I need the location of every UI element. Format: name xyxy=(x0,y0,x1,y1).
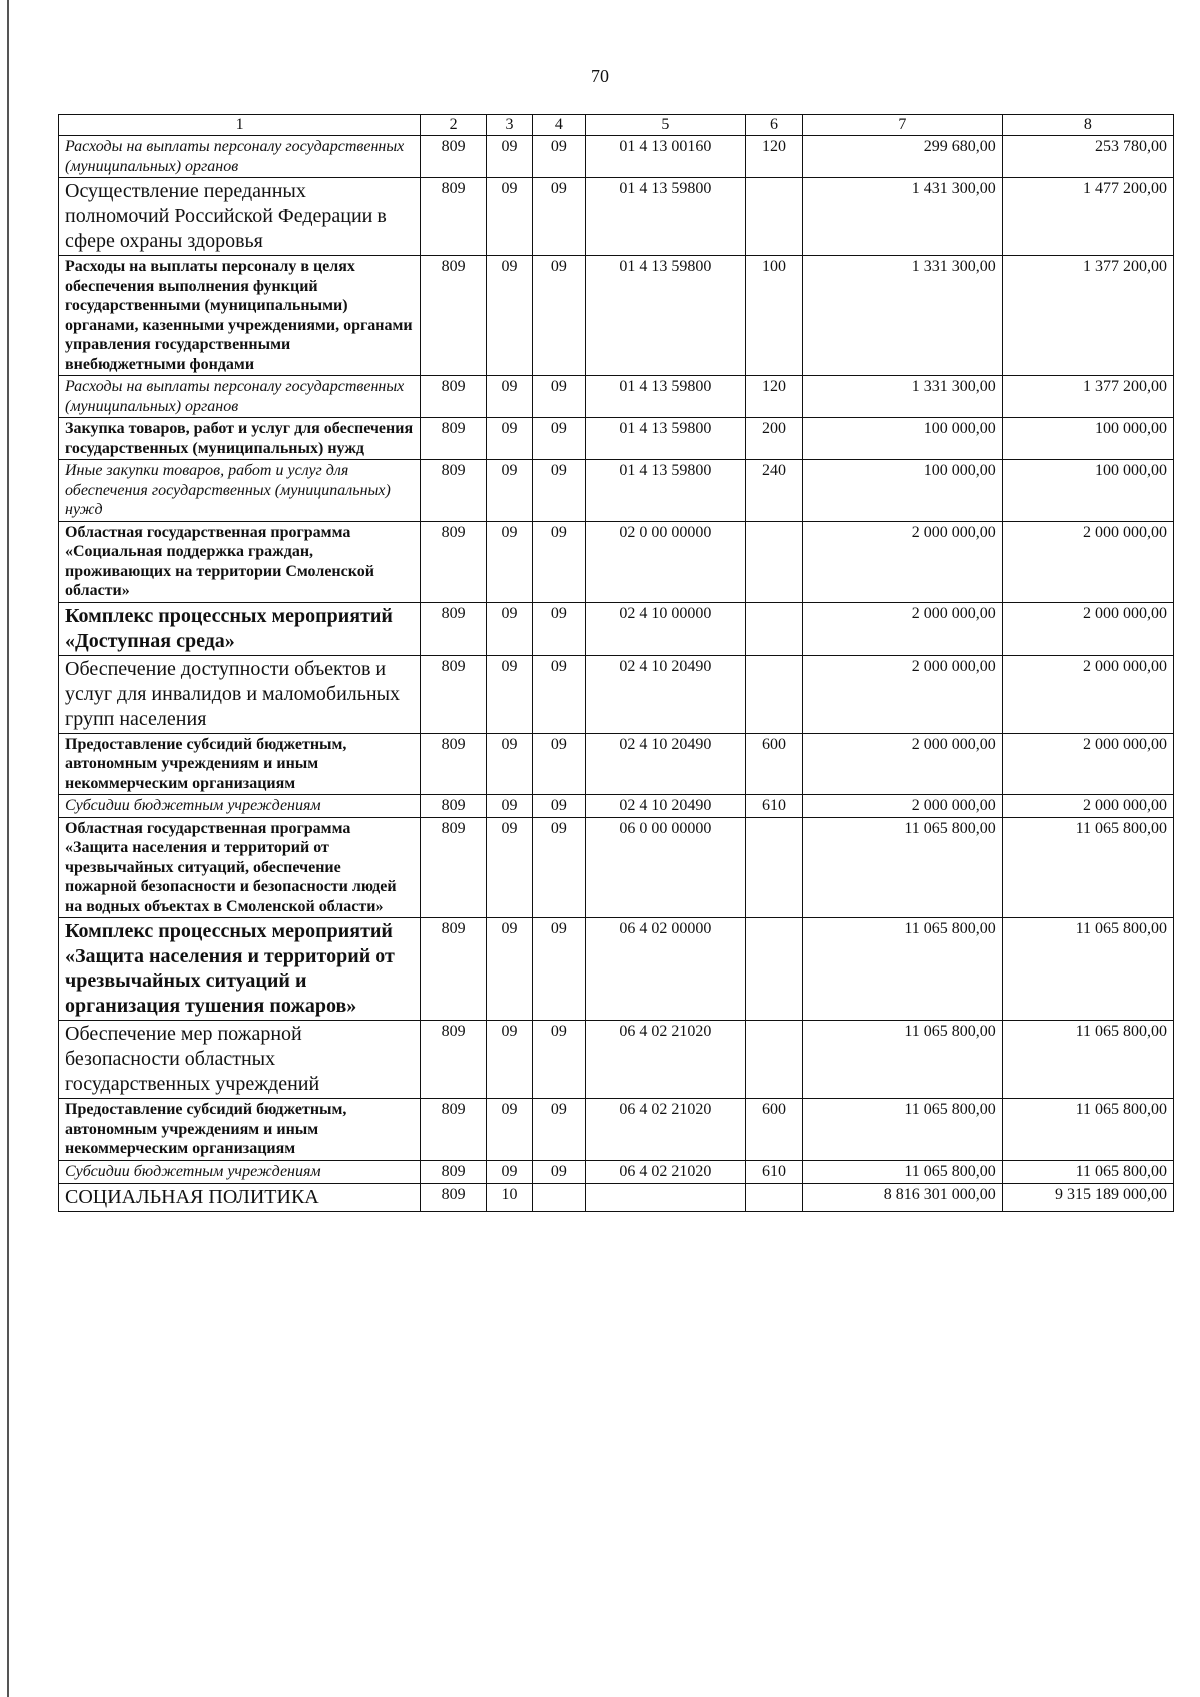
section-code-cell: 09 xyxy=(486,795,532,818)
section-code-cell: 09 xyxy=(486,602,532,655)
item-name-cell: Расходы на выплаты персоналу государственных (муниципальных) органов xyxy=(59,376,421,418)
amount-year2-cell: 100 000,00 xyxy=(1002,418,1173,460)
item-name-cell: Предоставление субсидий бюджетным, автономным учреждениям и иным некоммерческим организациям xyxy=(59,1099,421,1161)
ministry-code-cell: 809 xyxy=(421,136,487,178)
subsection-code-cell: 09 xyxy=(533,1099,586,1161)
subsection-code-cell: 09 xyxy=(533,460,586,522)
amount-year1-cell: 2 000 000,00 xyxy=(803,655,1003,733)
amount-year1-cell: 2 000 000,00 xyxy=(803,733,1003,795)
amount-year1-cell: 1 331 300,00 xyxy=(803,376,1003,418)
subsection-code-cell: 09 xyxy=(533,817,586,918)
target-article-cell: 02 4 10 20490 xyxy=(585,795,745,818)
target-article-cell: 06 4 02 21020 xyxy=(585,1160,745,1183)
item-name-cell: Комплекс процессных мероприятий «Доступная среда» xyxy=(59,602,421,655)
expense-type-cell: 610 xyxy=(745,795,802,818)
amount-year2-cell: 11 065 800,00 xyxy=(1002,918,1173,1021)
page-number: 70 xyxy=(591,66,609,86)
amount-year2-cell: 2 000 000,00 xyxy=(1002,602,1173,655)
subsection-code-cell: 09 xyxy=(533,733,586,795)
amount-year2-cell: 11 065 800,00 xyxy=(1002,817,1173,918)
amount-year1-cell: 11 065 800,00 xyxy=(803,1099,1003,1161)
ministry-code-cell: 809 xyxy=(421,460,487,522)
ministry-code-cell: 809 xyxy=(421,733,487,795)
table-row xyxy=(59,602,1174,655)
section-code-cell: 09 xyxy=(486,1021,532,1099)
ministry-code-cell: 809 xyxy=(421,817,487,918)
target-article-cell: 01 4 13 59800 xyxy=(585,178,745,256)
table-row xyxy=(59,1183,1174,1211)
table-row xyxy=(59,460,1174,522)
amount-year1-cell: 11 065 800,00 xyxy=(803,817,1003,918)
amount-year2-cell: 2 000 000,00 xyxy=(1002,521,1173,602)
expense-type-cell xyxy=(745,655,802,733)
item-name-cell: Предоставление субсидий бюджетным, автономным учреждениям и иным некоммерческим организациям xyxy=(59,733,421,795)
amount-year1-cell: 1 331 300,00 xyxy=(803,256,1003,376)
table-row xyxy=(59,256,1174,376)
ministry-code-cell: 809 xyxy=(421,795,487,818)
section-code-cell: 09 xyxy=(486,1099,532,1161)
target-article-cell: 06 0 00 00000 xyxy=(585,817,745,918)
amount-year2-cell: 2 000 000,00 xyxy=(1002,795,1173,818)
subsection-code-cell: 09 xyxy=(533,1021,586,1099)
column-header: 3 xyxy=(486,115,532,136)
expense-type-cell: 600 xyxy=(745,733,802,795)
ministry-code-cell: 809 xyxy=(421,521,487,602)
column-header: 7 xyxy=(803,115,1003,136)
expense-type-cell: 240 xyxy=(745,460,802,522)
table-row xyxy=(59,376,1174,418)
amount-year2-cell: 1 377 200,00 xyxy=(1002,376,1173,418)
amount-year1-cell: 11 065 800,00 xyxy=(803,1021,1003,1099)
item-name-cell: Областная государственная программа «Социальная поддержка граждан, проживающих на территории Смоленской области» xyxy=(59,521,421,602)
table-row xyxy=(59,733,1174,795)
ministry-code-cell: 809 xyxy=(421,918,487,1021)
expense-type-cell: 200 xyxy=(745,418,802,460)
item-name-cell: Расходы на выплаты персоналу государственных (муниципальных) органов xyxy=(59,136,421,178)
subsection-code-cell: 09 xyxy=(533,795,586,818)
table-row xyxy=(59,521,1174,602)
item-name-cell: Иные закупки товаров, работ и услуг для обеспечения государственных (муниципальных) нужд xyxy=(59,460,421,522)
ministry-code-cell: 809 xyxy=(421,376,487,418)
table-row xyxy=(59,418,1174,460)
item-name-cell: Расходы на выплаты персоналу в целях обеспечения выполнения функций государственными (муниципальными) органами, казенными учреждениями, органами управления государственными внебюджетными фондами xyxy=(59,256,421,376)
subsection-code-cell: 09 xyxy=(533,918,586,1021)
section-code-cell: 09 xyxy=(486,817,532,918)
target-article-cell: 06 4 02 00000 xyxy=(585,918,745,1021)
target-article-cell: 02 4 10 20490 xyxy=(585,655,745,733)
section-code-cell: 09 xyxy=(486,521,532,602)
item-name-cell: Осуществление переданных полномочий Российской Федерации в сфере охраны здоровья xyxy=(59,178,421,256)
table-row xyxy=(59,795,1174,818)
section-code-cell: 09 xyxy=(486,1160,532,1183)
section-code-cell: 10 xyxy=(486,1183,532,1211)
target-article-cell: 02 0 00 00000 xyxy=(585,521,745,602)
amount-year2-cell: 11 065 800,00 xyxy=(1002,1021,1173,1099)
item-name-cell: Комплекс процессных мероприятий «Защита населения и территорий от чрезвычайных ситуаций и организация тушения пожаров» xyxy=(59,918,421,1021)
table-row xyxy=(59,178,1174,256)
item-name-cell: Субсидии бюджетным учреждениям xyxy=(59,795,421,818)
expense-type-cell: 600 xyxy=(745,1099,802,1161)
amount-year1-cell: 100 000,00 xyxy=(803,418,1003,460)
table-row xyxy=(59,136,1174,178)
ministry-code-cell: 809 xyxy=(421,178,487,256)
item-name-cell: Закупка товаров, работ и услуг для обеспечения государственных (муниципальных) нужд xyxy=(59,418,421,460)
column-header: 6 xyxy=(745,115,802,136)
amount-year2-cell: 11 065 800,00 xyxy=(1002,1099,1173,1161)
expense-type-cell: 610 xyxy=(745,1160,802,1183)
target-article-cell: 06 4 02 21020 xyxy=(585,1099,745,1161)
table-row xyxy=(59,1021,1174,1099)
target-article-cell: 01 4 13 59800 xyxy=(585,418,745,460)
section-code-cell: 09 xyxy=(486,256,532,376)
table-row xyxy=(59,817,1174,918)
expense-type-cell xyxy=(745,918,802,1021)
amount-year2-cell: 1 377 200,00 xyxy=(1002,256,1173,376)
amount-year1-cell: 2 000 000,00 xyxy=(803,521,1003,602)
amount-year1-cell: 2 000 000,00 xyxy=(803,602,1003,655)
expense-type-cell: 120 xyxy=(745,376,802,418)
column-header: 1 xyxy=(59,115,421,136)
table-row xyxy=(59,918,1174,1021)
header-row xyxy=(59,115,1174,136)
ministry-code-cell: 809 xyxy=(421,418,487,460)
section-code-cell: 09 xyxy=(486,655,532,733)
target-article-cell xyxy=(585,1183,745,1211)
section-code-cell: 09 xyxy=(486,376,532,418)
amount-year2-cell: 2 000 000,00 xyxy=(1002,733,1173,795)
section-code-cell: 09 xyxy=(486,136,532,178)
amount-year1-cell: 11 065 800,00 xyxy=(803,1160,1003,1183)
amount-year2-cell: 11 065 800,00 xyxy=(1002,1160,1173,1183)
section-code-cell: 09 xyxy=(486,178,532,256)
amount-year2-cell: 100 000,00 xyxy=(1002,460,1173,522)
expense-type-cell: 120 xyxy=(745,136,802,178)
budget-table xyxy=(58,114,1174,1212)
ministry-code-cell: 809 xyxy=(421,1160,487,1183)
subsection-code-cell: 09 xyxy=(533,521,586,602)
target-article-cell: 01 4 13 59800 xyxy=(585,256,745,376)
expense-type-cell xyxy=(745,1183,802,1211)
table-body xyxy=(59,136,1174,1212)
amount-year1-cell: 100 000,00 xyxy=(803,460,1003,522)
expense-type-cell xyxy=(745,1021,802,1099)
subsection-code-cell: 09 xyxy=(533,655,586,733)
amount-year1-cell: 299 680,00 xyxy=(803,136,1003,178)
section-code-cell: 09 xyxy=(486,418,532,460)
amount-year1-cell: 2 000 000,00 xyxy=(803,795,1003,818)
amount-year1-cell: 11 065 800,00 xyxy=(803,918,1003,1021)
subsection-code-cell: 09 xyxy=(533,178,586,256)
target-article-cell: 02 4 10 20490 xyxy=(585,733,745,795)
item-name-cell: Областная государственная программа «Защита населения и территорий от чрезвычайных ситуаций, обеспечение пожарной безопасности и безопасности людей на водных объектах в Смоленской области» xyxy=(59,817,421,918)
subsection-code-cell: 09 xyxy=(533,1160,586,1183)
expense-type-cell: 100 xyxy=(745,256,802,376)
ministry-code-cell: 809 xyxy=(421,256,487,376)
section-code-cell: 09 xyxy=(486,918,532,1021)
amount-year2-cell: 2 000 000,00 xyxy=(1002,655,1173,733)
column-header: 5 xyxy=(585,115,745,136)
target-article-cell: 06 4 02 21020 xyxy=(585,1021,745,1099)
ministry-code-cell: 809 xyxy=(421,655,487,733)
subsection-code-cell xyxy=(533,1183,586,1211)
subsection-code-cell: 09 xyxy=(533,256,586,376)
ministry-code-cell: 809 xyxy=(421,602,487,655)
subsection-code-cell: 09 xyxy=(533,418,586,460)
expense-type-cell xyxy=(745,521,802,602)
amount-year2-cell: 1 477 200,00 xyxy=(1002,178,1173,256)
table-row xyxy=(59,1099,1174,1161)
left-margin-rule xyxy=(7,0,9,1697)
ministry-code-cell: 809 xyxy=(421,1021,487,1099)
target-article-cell: 02 4 10 00000 xyxy=(585,602,745,655)
target-article-cell: 01 4 13 00160 xyxy=(585,136,745,178)
column-header: 8 xyxy=(1002,115,1173,136)
subsection-code-cell: 09 xyxy=(533,136,586,178)
amount-year1-cell: 1 431 300,00 xyxy=(803,178,1003,256)
expense-type-cell xyxy=(745,178,802,256)
column-header: 4 xyxy=(533,115,586,136)
item-name-cell: Обеспечение мер пожарной безопасности областных государственных учреждений xyxy=(59,1021,421,1099)
table-row xyxy=(59,655,1174,733)
expense-type-cell xyxy=(745,817,802,918)
amount-year2-cell: 9 315 189 000,00 xyxy=(1002,1183,1173,1211)
section-code-cell: 09 xyxy=(486,733,532,795)
section-code-cell: 09 xyxy=(486,460,532,522)
ministry-code-cell: 809 xyxy=(421,1099,487,1161)
table-row xyxy=(59,1160,1174,1183)
ministry-code-cell: 809 xyxy=(421,1183,487,1211)
amount-year2-cell: 253 780,00 xyxy=(1002,136,1173,178)
column-header: 2 xyxy=(421,115,487,136)
item-name-cell: Субсидии бюджетным учреждениям xyxy=(59,1160,421,1183)
target-article-cell: 01 4 13 59800 xyxy=(585,376,745,418)
item-name-cell: СОЦИАЛЬНАЯ ПОЛИТИКА xyxy=(59,1183,421,1211)
amount-year1-cell: 8 816 301 000,00 xyxy=(803,1183,1003,1211)
subsection-code-cell: 09 xyxy=(533,376,586,418)
expense-type-cell xyxy=(745,602,802,655)
item-name-cell: Обеспечение доступности объектов и услуг для инвалидов и маломобильных групп населения xyxy=(59,655,421,733)
subsection-code-cell: 09 xyxy=(533,602,586,655)
target-article-cell: 01 4 13 59800 xyxy=(585,460,745,522)
